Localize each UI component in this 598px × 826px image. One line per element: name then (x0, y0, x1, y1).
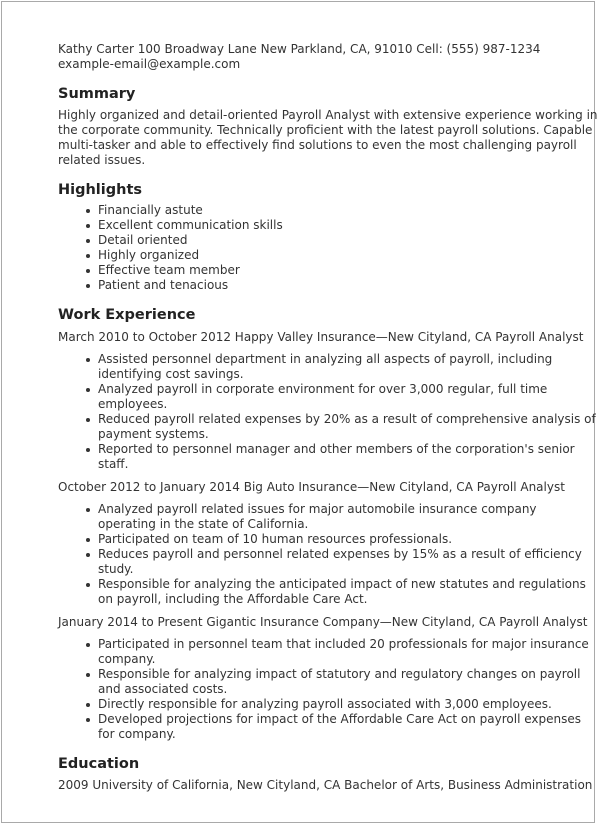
job-entry (58, 480, 598, 607)
highlights-heading: Highlights (58, 182, 143, 198)
job-entry (58, 615, 598, 742)
job-header: October 2012 to January 2014 Big Auto Insurance—New Cityland, CA Payroll Analyst (58, 480, 565, 494)
job-bullets (58, 637, 598, 742)
education-text: 2009 University of California, New Cityland, CA Bachelor of Arts, Business Administration (58, 778, 593, 792)
job-bullet: Participated in personnel team that included 20 professionals for major insurance company. (58, 637, 598, 667)
job-bullet: Reported to personnel manager and other members of the corporation's senior staff. (58, 442, 598, 472)
summary-section (58, 85, 598, 168)
job-bullets (58, 502, 598, 607)
highlight-item: Patient and tenacious (58, 278, 598, 293)
job-bullet: Analyzed payroll related issues for major automobile insurance company operating in the state of California. (58, 502, 598, 532)
job-bullet: Directly responsible for analyzing payroll associated with 3,000 employees. (58, 697, 598, 712)
contact-info: Kathy Carter 100 Broadway Lane New Parkland, CA, 91010 Cell: (555) 987-1234 example-email@example.com (58, 42, 541, 71)
job-bullet: Responsible for analyzing impact of statutory and regulatory changes on payroll and associated costs. (58, 667, 598, 697)
job-bullets (58, 352, 598, 472)
job-bullet: Participated on team of 10 human resources professionals. (58, 532, 598, 547)
highlights-section (58, 181, 598, 293)
resume-page (1, 1, 598, 823)
job-header: January 2014 to Present Gigantic Insurance Company—New Cityland, CA Payroll Analyst (58, 615, 588, 629)
highlight-item: Financially astute (58, 203, 598, 218)
job-bullet: Responsible for analyzing the anticipated impact of new statutes and regulations on payroll, including the Affordable Care Act. (58, 577, 598, 607)
education-section (58, 755, 598, 793)
job-bullet: Developed projections for impact of the Affordable Care Act on payroll expenses for company. (58, 712, 598, 742)
education-heading: Education (58, 756, 140, 772)
job-entry (58, 330, 598, 472)
job-header: March 2010 to October 2012 Happy Valley Insurance—New Cityland, CA Payroll Analyst (58, 330, 584, 344)
highlight-item: Excellent communication skills (58, 218, 598, 233)
work-experience-heading: Work Experience (58, 307, 196, 323)
highlights-list (58, 203, 598, 293)
job-bullet: Assisted personnel department in analyzing all aspects of payroll, including identifying cost savings. (58, 352, 598, 382)
highlight-item: Highly organized (58, 248, 598, 263)
summary-heading: Summary (58, 86, 136, 102)
resume-content (58, 42, 598, 793)
job-bullet: Reduces payroll and personnel related expenses by 15% as a result of efficiency study. (58, 547, 598, 577)
job-bullet: Reduced payroll related expenses by 20% as a result of comprehensive analysis of payment systems. (58, 412, 598, 442)
job-bullet: Analyzed payroll in corporate environment for over 3,000 regular, full time employees. (58, 382, 598, 412)
summary-text: Highly organized and detail-oriented Payroll Analyst with extensive experience working in the corporate community. Technically proficient with the latest payroll solutions. Capable multi-tasker and able to effectively find solutions to even the most challenging payroll related issues. (58, 108, 598, 167)
highlight-item: Detail oriented (58, 233, 598, 248)
highlight-item: Effective team member (58, 263, 598, 278)
work-experience-section (58, 306, 598, 742)
